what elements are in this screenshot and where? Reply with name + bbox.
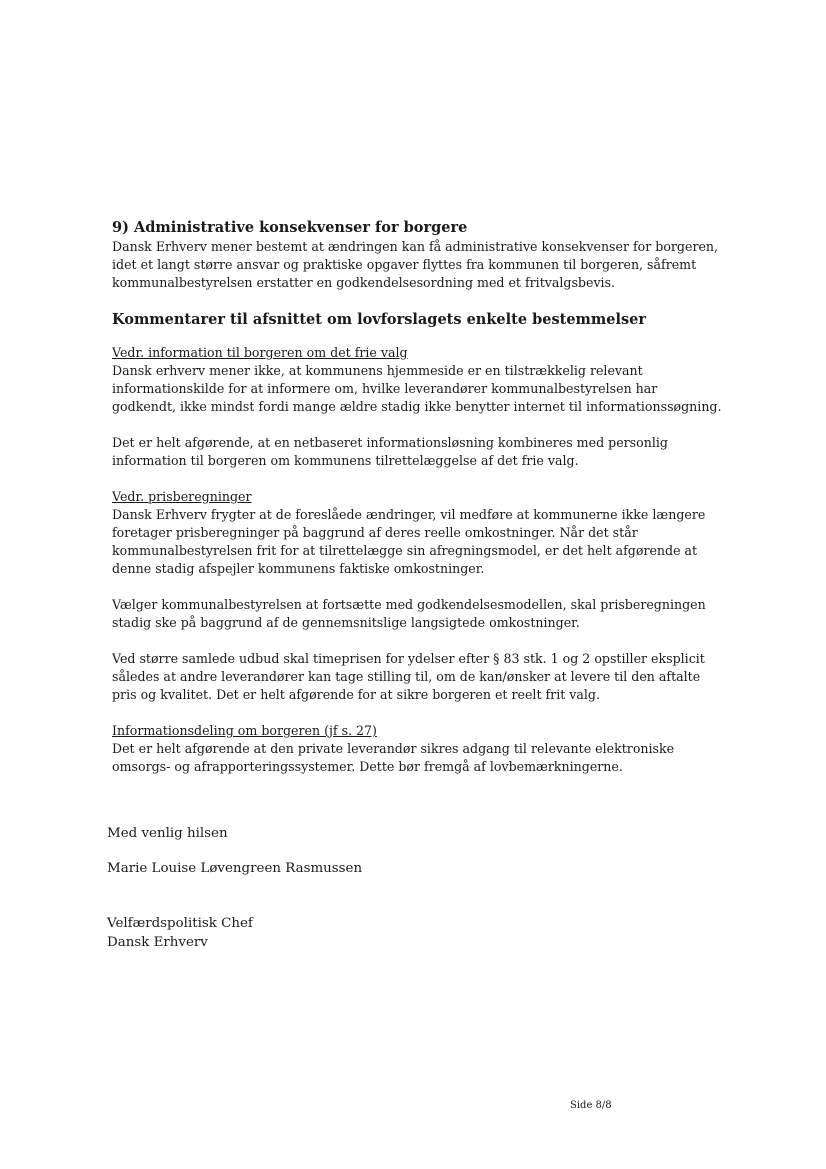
comments-heading: Kommentarer til afsnittet om lovforslagets enkelte bestemmelser [112, 311, 647, 328]
price-paragraph-3: Ved større samlede udbud skal timeprisen for ydelser efter § 83 stk. 1 og 2 opstiller eksplicit således at andre leverandører kan tage stilling til, om de kan/ønsker at levere til den aftalte pris og kvalitet. Det er helt afgørende for at sikre borgeren et reelt frit valg. [112, 651, 705, 702]
info-subheading: Vedr. information til borgeren om det frie valg [112, 345, 408, 360]
page-number: Side 8/8 [570, 1100, 612, 1111]
closing-greeting: Med venlig hilsen [107, 826, 228, 841]
info-paragraph-1: Dansk erhverv mener ikke, at kommunens hjemmeside er en tilstrækkelig relevant informationskilde for at informere om, hvilke leverandører kommunalbestyrelsen har godkendt, ikke mindst fordi mange ældre stadig ikke benytter internet til informationssøgning. [112, 363, 722, 414]
price-subheading: Vedr. prisberegninger [112, 489, 252, 504]
signer-title: Velfærdspolitisk Chef [107, 916, 253, 931]
sharing-subheading: Informationsdeling om borgeren (jf s. 27) [112, 723, 377, 738]
price-paragraph-2: Vælger kommunalbestyrelsen at fortsætte med godkendelsesmodellen, skal prisberegningen stadig ske på baggrund af de gennemsnitslige langsigtede omkostninger. [112, 597, 706, 630]
signer-organization: Dansk Erhverv [107, 935, 208, 950]
price-paragraph-1: Dansk Erhverv frygter at de foreslåede ændringer, vil medføre at kommunerne ikke længere foretager prisberegninger på baggrund af deres reelle omkostninger. Når det står kommunalbestyrelsen frit for at tilrettelægge sin afregningsmodel, er det helt afgørende at denne stadig afspejler kommunens faktiske omkostninger. [112, 507, 706, 576]
sharing-paragraph-1: Det er helt afgørende at den private leverandør sikres adgang til relevante elektroniske omsorgs- og afrapporteringssystemer. Dette bør fremgå af lovbemærkningerne. [112, 741, 675, 774]
info-paragraph-2: Det er helt afgørende, at en netbaseret informationsløsning kombineres med personlig information til borgeren om kommunens tilrettelæggelse af det frie valg. [112, 435, 668, 468]
section-9-paragraph: Dansk Erhverv mener bestemt at ændringen kan få administrative konsekvenser for borgeren, idet et langt større ansvar og praktiske opgaver flyttes fra kommunen til borgeren, såfremt kommunalbestyrelsen erstatter en godkendelsesordning med et fritvalgsbevis. [112, 239, 719, 290]
section-9-heading: 9) Administrative konsekvenser for borgere [112, 219, 468, 236]
signer-name: Marie Louise Løvengreen Rasmussen [107, 861, 363, 876]
letter-body [112, 218, 722, 776]
